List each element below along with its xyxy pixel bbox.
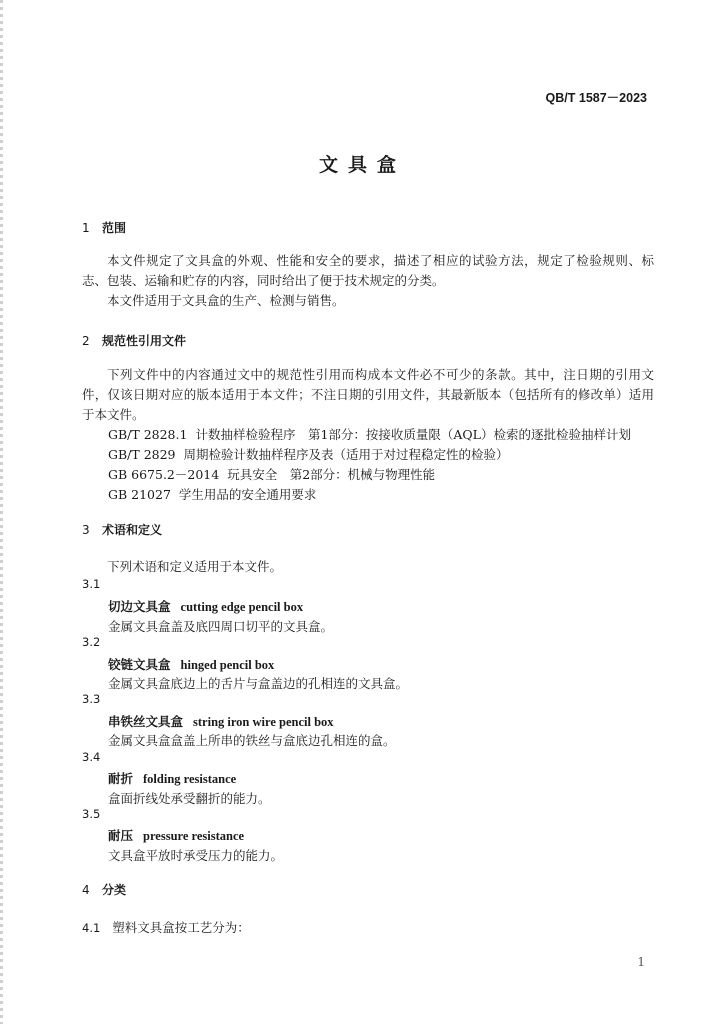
section-number: 3 (82, 523, 90, 537)
reference-title: 计数抽样检验程序 第1部分：按接收质量限（AQL）检索的逐批检验抽样计划 (195, 427, 631, 442)
term-number: 3.2 (82, 635, 101, 649)
term-zh: 串铁丝文具盒 (108, 714, 184, 729)
term-number: 3.4 (82, 750, 101, 764)
reference-item (108, 485, 316, 503)
term-number: 3.1 (82, 577, 101, 591)
term-zh: 铰链文具盒 (108, 657, 171, 672)
term-heading (108, 712, 334, 730)
section-1-para-2: 本文件适用于文具盒的生产、检测与销售。 (107, 293, 345, 308)
reference-code: GB/T 2828.1 (108, 427, 188, 442)
term-heading (108, 769, 236, 787)
reference-item (108, 465, 435, 483)
standard-code: QB/T 1587－2023 (545, 91, 647, 105)
reference-code: GB/T 2829 (108, 447, 176, 462)
section-title: 规范性引用文件 (102, 334, 187, 348)
term-number: 3.5 (82, 807, 101, 821)
subsection-text: 塑料文具盒按工艺分为： (112, 920, 250, 935)
reference-code: GB 6675.2－2014 (108, 467, 220, 482)
document-title: 文具盒 (318, 154, 406, 176)
section-number: 1 (82, 221, 90, 235)
term-heading (108, 655, 274, 673)
term-zh: 耐折 (108, 771, 134, 786)
section-1-para-1: 本文件规定了文具盒的外观、性能和安全的要求，描述了相应的试验方法，规定了检验规则、标志、包装、运输和贮存的内容，同时给出了便于技术规定的分类。 (82, 253, 654, 288)
term-definition: 金属文具盒底边上的舌片与盒盖边的孔相连的文具盒。 (108, 676, 409, 691)
section-number: 4 (82, 883, 90, 897)
reference-item (108, 445, 509, 463)
section-4-heading (82, 881, 126, 898)
reference-title: 周期检验计数抽样程序及表（适用于对过程稳定性的检验） (183, 447, 509, 462)
section-1-heading (82, 219, 126, 236)
term-definition: 文具盒平放时承受压力的能力。 (108, 848, 284, 863)
subsection-4-1 (82, 918, 250, 936)
section-3-heading (82, 521, 162, 538)
section-number: 2 (82, 334, 90, 348)
page-number: 1 (637, 955, 645, 969)
term-zh: 耐压 (108, 828, 134, 843)
reference-title: 玩具安全 第2部分：机械与物理性能 (227, 467, 436, 482)
reference-item (108, 425, 631, 443)
section-2-heading (82, 332, 186, 349)
reference-title: 学生用品的安全通用要求 (178, 487, 317, 502)
section-3-intro: 下列术语和定义适用于本文件。 (107, 559, 283, 574)
term-number: 3.3 (82, 692, 101, 706)
term-definition: 金属文具盒盖及底四周口切平的文具盒。 (108, 619, 334, 634)
term-heading (108, 826, 244, 844)
term-en: cutting edge pencil box (180, 600, 304, 614)
term-definition: 金属文具盒盒盖上所串的铁丝与盒底边孔相连的盒。 (108, 733, 396, 748)
section-2-intro: 下列文件中的内容通过文中的规范性引用而构成本文件必不可少的条款。其中，注日期的引用文件，仅该日期对应的版本适用于本文件；不注日期的引用文件，其最新版本（包括所有的修改单）适用于本文件。 (82, 367, 654, 422)
reference-code: GB 21027 (108, 487, 171, 502)
term-en: hinged pencil box (180, 658, 275, 672)
term-en: folding resistance (143, 772, 237, 786)
term-en: pressure resistance (143, 829, 245, 843)
term-heading (108, 597, 303, 615)
section-title: 分类 (102, 883, 127, 897)
term-zh: 切边文具盒 (108, 599, 171, 614)
term-en: string iron wire pencil box (193, 715, 334, 729)
term-definition: 盒面折线处承受翻折的能力。 (108, 791, 271, 806)
subsection-number: 4.1 (82, 921, 101, 935)
section-title: 范围 (102, 221, 127, 235)
section-title: 术语和定义 (102, 523, 163, 537)
